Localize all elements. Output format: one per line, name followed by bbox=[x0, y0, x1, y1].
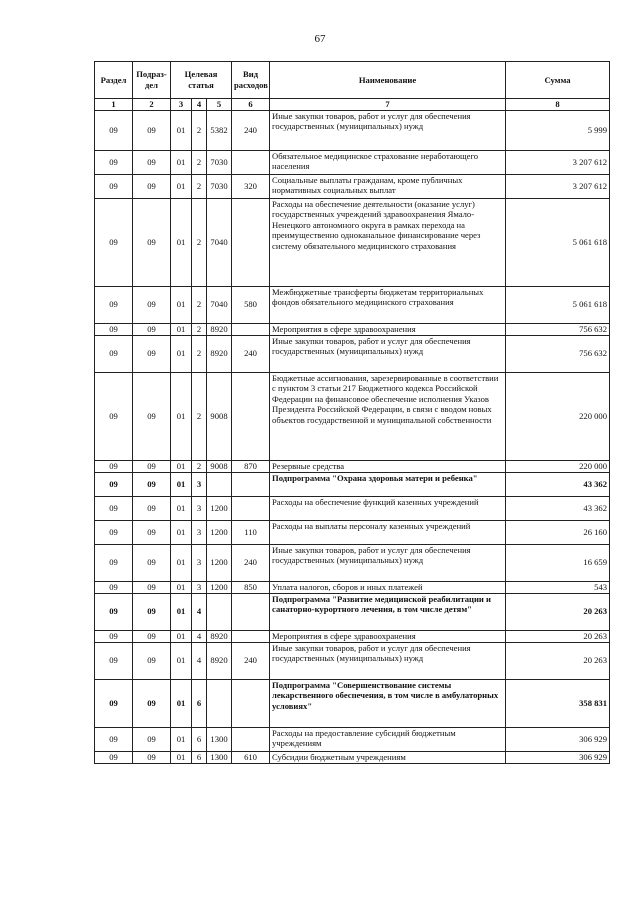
table-row bbox=[95, 593, 610, 630]
subprogram-code-cell: 2 bbox=[192, 110, 207, 150]
column-index-row bbox=[95, 99, 610, 111]
table-row bbox=[95, 727, 610, 751]
header-naimenovanie: Наименование bbox=[270, 62, 506, 99]
header-podrazdel: Подраз-дел bbox=[133, 62, 171, 99]
direction-code-cell: 8920 bbox=[207, 630, 232, 642]
subprogram-code-cell: 2 bbox=[192, 335, 207, 372]
direction-code-cell bbox=[207, 472, 232, 496]
razdel-cell: 09 bbox=[95, 581, 133, 593]
direction-code-cell: 9008 bbox=[207, 460, 232, 472]
amount-cell: 358 831 bbox=[506, 679, 610, 727]
amount-cell: 220 000 bbox=[506, 460, 610, 472]
subprogram-code-cell: 2 bbox=[192, 323, 207, 335]
razdel-cell: 09 bbox=[95, 727, 133, 751]
column-index: 2 bbox=[133, 99, 171, 111]
table-row bbox=[95, 335, 610, 372]
amount-cell: 43 362 bbox=[506, 496, 610, 520]
podrazdel-cell: 09 bbox=[133, 642, 171, 679]
subprogram-code-cell: 2 bbox=[192, 198, 207, 286]
direction-code-cell bbox=[207, 679, 232, 727]
name-cell: Бюджетные ассигнования, зарезервированные в соответствии с пунктом 3 статьи 217 Бюджетного кодекса Российской Федерации на финансовое обеспечение исполнения Указов Президента Российской Федерации, в связи с вводом новых объектов государственной и муниципальной собственности bbox=[270, 372, 506, 460]
amount-cell: 5 061 618 bbox=[506, 198, 610, 286]
direction-code-cell: 8920 bbox=[207, 335, 232, 372]
expense-type-cell: 110 bbox=[232, 520, 270, 544]
program-code-cell: 01 bbox=[171, 323, 192, 335]
table-row bbox=[95, 286, 610, 323]
header-summa: Сумма bbox=[506, 62, 610, 99]
subprogram-code-cell: 2 bbox=[192, 460, 207, 472]
podrazdel-cell: 09 bbox=[133, 496, 171, 520]
podrazdel-cell: 09 bbox=[133, 520, 171, 544]
table-row bbox=[95, 581, 610, 593]
expense-type-cell: 320 bbox=[232, 174, 270, 198]
amount-cell: 43 362 bbox=[506, 472, 610, 496]
name-cell: Расходы на выплаты персоналу казенных учреждений bbox=[270, 520, 506, 544]
amount-cell: 26 160 bbox=[506, 520, 610, 544]
expense-type-cell bbox=[232, 198, 270, 286]
razdel-cell: 09 bbox=[95, 630, 133, 642]
name-cell: Уплата налогов, сборов и иных платежей bbox=[270, 581, 506, 593]
expense-type-cell bbox=[232, 727, 270, 751]
name-cell: Расходы на предоставление субсидий бюджетным учреждениям bbox=[270, 727, 506, 751]
program-code-cell: 01 bbox=[171, 727, 192, 751]
expense-type-cell bbox=[232, 593, 270, 630]
podrazdel-cell: 09 bbox=[133, 198, 171, 286]
program-code-cell: 01 bbox=[171, 150, 192, 174]
name-cell: Подпрограмма "Совершенствование системы лекарственного обеспечения, в том числе в амбулаторных условиях" bbox=[270, 679, 506, 727]
subprogram-code-cell: 6 bbox=[192, 727, 207, 751]
header-vid-rashodov: Вид расходов bbox=[232, 62, 270, 99]
program-code-cell: 01 bbox=[171, 372, 192, 460]
table-row bbox=[95, 198, 610, 286]
expense-type-cell: 240 bbox=[232, 335, 270, 372]
podrazdel-cell: 09 bbox=[133, 630, 171, 642]
razdel-cell: 09 bbox=[95, 110, 133, 150]
direction-code-cell: 7040 bbox=[207, 286, 232, 323]
program-code-cell: 01 bbox=[171, 496, 192, 520]
subprogram-code-cell: 4 bbox=[192, 630, 207, 642]
razdel-cell: 09 bbox=[95, 174, 133, 198]
expense-type-cell: 870 bbox=[232, 460, 270, 472]
table-row bbox=[95, 642, 610, 679]
name-cell: Иные закупки товаров, работ и услуг для обеспечения государственных (муниципальных) нужд bbox=[270, 544, 506, 581]
direction-code-cell: 7030 bbox=[207, 150, 232, 174]
amount-cell: 20 263 bbox=[506, 630, 610, 642]
subprogram-code-cell: 4 bbox=[192, 642, 207, 679]
amount-cell: 306 929 bbox=[506, 751, 610, 763]
podrazdel-cell: 09 bbox=[133, 174, 171, 198]
table-row bbox=[95, 472, 610, 496]
expense-type-cell bbox=[232, 630, 270, 642]
amount-cell: 543 bbox=[506, 581, 610, 593]
razdel-cell: 09 bbox=[95, 642, 133, 679]
header-celevaya-statya: Целевая статья bbox=[171, 62, 232, 99]
amount-cell: 16 659 bbox=[506, 544, 610, 581]
subprogram-code-cell: 2 bbox=[192, 372, 207, 460]
subprogram-code-cell: 3 bbox=[192, 581, 207, 593]
name-cell: Резервные средства bbox=[270, 460, 506, 472]
expense-type-cell: 580 bbox=[232, 286, 270, 323]
expense-type-cell: 240 bbox=[232, 642, 270, 679]
razdel-cell: 09 bbox=[95, 335, 133, 372]
amount-cell: 20 263 bbox=[506, 593, 610, 630]
subprogram-code-cell: 6 bbox=[192, 751, 207, 763]
subprogram-code-cell: 3 bbox=[192, 544, 207, 581]
razdel-cell: 09 bbox=[95, 593, 133, 630]
razdel-cell: 09 bbox=[95, 751, 133, 763]
subprogram-code-cell: 4 bbox=[192, 593, 207, 630]
podrazdel-cell: 09 bbox=[133, 593, 171, 630]
budget-table bbox=[94, 61, 610, 764]
name-cell: Иные закупки товаров, работ и услуг для обеспечения государственных (муниципальных) нужд bbox=[270, 642, 506, 679]
subprogram-code-cell: 2 bbox=[192, 150, 207, 174]
direction-code-cell: 8920 bbox=[207, 323, 232, 335]
column-index: 1 bbox=[95, 99, 133, 111]
table-row bbox=[95, 679, 610, 727]
expense-type-cell bbox=[232, 372, 270, 460]
header-row bbox=[95, 62, 610, 99]
header-razdel: Раздел bbox=[95, 62, 133, 99]
name-cell: Межбюджетные трансферты бюджетам территориальных фондов обязательного медицинского страхования bbox=[270, 286, 506, 323]
podrazdel-cell: 09 bbox=[133, 581, 171, 593]
expense-type-cell bbox=[232, 150, 270, 174]
podrazdel-cell: 09 bbox=[133, 335, 171, 372]
program-code-cell: 01 bbox=[171, 286, 192, 323]
name-cell: Расходы на обеспечение функций казенных учреждений bbox=[270, 496, 506, 520]
name-cell: Обязательное медицинское страхование неработающего населения bbox=[270, 150, 506, 174]
program-code-cell: 01 bbox=[171, 520, 192, 544]
table-row bbox=[95, 630, 610, 642]
subprogram-code-cell: 2 bbox=[192, 286, 207, 323]
column-index: 7 bbox=[270, 99, 506, 111]
table-row bbox=[95, 544, 610, 581]
amount-cell: 5 061 618 bbox=[506, 286, 610, 323]
subprogram-code-cell: 3 bbox=[192, 520, 207, 544]
program-code-cell: 01 bbox=[171, 630, 192, 642]
podrazdel-cell: 09 bbox=[133, 460, 171, 472]
expense-type-cell bbox=[232, 323, 270, 335]
razdel-cell: 09 bbox=[95, 460, 133, 472]
razdel-cell: 09 bbox=[95, 150, 133, 174]
direction-code-cell: 7040 bbox=[207, 198, 232, 286]
program-code-cell: 01 bbox=[171, 751, 192, 763]
table-row bbox=[95, 372, 610, 460]
name-cell: Субсидии бюджетным учреждениям bbox=[270, 751, 506, 763]
expense-type-cell bbox=[232, 496, 270, 520]
program-code-cell: 01 bbox=[171, 472, 192, 496]
podrazdel-cell: 09 bbox=[133, 472, 171, 496]
program-code-cell: 01 bbox=[171, 174, 192, 198]
direction-code-cell: 1200 bbox=[207, 496, 232, 520]
amount-cell: 20 263 bbox=[506, 642, 610, 679]
expense-type-cell: 240 bbox=[232, 544, 270, 581]
amount-cell: 306 929 bbox=[506, 727, 610, 751]
amount-cell: 220 000 bbox=[506, 372, 610, 460]
podrazdel-cell: 09 bbox=[133, 751, 171, 763]
program-code-cell: 01 bbox=[171, 642, 192, 679]
amount-cell: 5 999 bbox=[506, 110, 610, 150]
program-code-cell: 01 bbox=[171, 335, 192, 372]
direction-code-cell: 5382 bbox=[207, 110, 232, 150]
name-cell: Социальные выплаты гражданам, кроме публичных нормативных социальных выплат bbox=[270, 174, 506, 198]
column-index: 4 bbox=[192, 99, 207, 111]
program-code-cell: 01 bbox=[171, 581, 192, 593]
podrazdel-cell: 09 bbox=[133, 286, 171, 323]
column-index: 3 bbox=[171, 99, 192, 111]
amount-cell: 3 207 612 bbox=[506, 150, 610, 174]
program-code-cell: 01 bbox=[171, 110, 192, 150]
razdel-cell: 09 bbox=[95, 472, 133, 496]
direction-code-cell: 1200 bbox=[207, 544, 232, 581]
table-row bbox=[95, 110, 610, 150]
razdel-cell: 09 bbox=[95, 198, 133, 286]
program-code-cell: 01 bbox=[171, 460, 192, 472]
razdel-cell: 09 bbox=[95, 372, 133, 460]
expense-type-cell bbox=[232, 472, 270, 496]
table-body bbox=[95, 110, 610, 763]
table-row bbox=[95, 751, 610, 763]
expense-type-cell: 240 bbox=[232, 110, 270, 150]
expense-type-cell: 610 bbox=[232, 751, 270, 763]
podrazdel-cell: 09 bbox=[133, 544, 171, 581]
subprogram-code-cell: 3 bbox=[192, 472, 207, 496]
program-code-cell: 01 bbox=[171, 679, 192, 727]
program-code-cell: 01 bbox=[171, 593, 192, 630]
program-code-cell: 01 bbox=[171, 198, 192, 286]
razdel-cell: 09 bbox=[95, 544, 133, 581]
razdel-cell: 09 bbox=[95, 496, 133, 520]
name-cell: Иные закупки товаров, работ и услуг для обеспечения государственных (муниципальных) нужд bbox=[270, 110, 506, 150]
table-row bbox=[95, 323, 610, 335]
amount-cell: 756 632 bbox=[506, 323, 610, 335]
podrazdel-cell: 09 bbox=[133, 372, 171, 460]
column-index: 6 bbox=[232, 99, 270, 111]
subprogram-code-cell: 6 bbox=[192, 679, 207, 727]
direction-code-cell bbox=[207, 593, 232, 630]
razdel-cell: 09 bbox=[95, 520, 133, 544]
expense-type-cell: 850 bbox=[232, 581, 270, 593]
direction-code-cell: 7030 bbox=[207, 174, 232, 198]
table-row bbox=[95, 520, 610, 544]
direction-code-cell: 9008 bbox=[207, 372, 232, 460]
name-cell: Расходы на обеспечение деятельности (оказание услуг) государственных учреждений здравоохранения Ямало-Ненецкого автономного округа в рамках перехода на преимущественно одноканальное финансирование через систему обязательного медицинского страхования bbox=[270, 198, 506, 286]
expense-type-cell bbox=[232, 679, 270, 727]
name-cell: Подпрограмма "Развитие медицинской реабилитации и санаторно-курортного лечения, в том числе детям" bbox=[270, 593, 506, 630]
name-cell: Подпрограмма "Охрана здоровья матери и ребенка" bbox=[270, 472, 506, 496]
table-row bbox=[95, 150, 610, 174]
podrazdel-cell: 09 bbox=[133, 727, 171, 751]
direction-code-cell: 8920 bbox=[207, 642, 232, 679]
subprogram-code-cell: 3 bbox=[192, 496, 207, 520]
name-cell: Мероприятия в сфере здравоохранения bbox=[270, 323, 506, 335]
page-number: 67 bbox=[314, 33, 326, 45]
podrazdel-cell: 09 bbox=[133, 110, 171, 150]
razdel-cell: 09 bbox=[95, 679, 133, 727]
program-code-cell: 01 bbox=[171, 544, 192, 581]
column-index: 5 bbox=[207, 99, 232, 111]
podrazdel-cell: 09 bbox=[133, 150, 171, 174]
name-cell: Мероприятия в сфере здравоохранения bbox=[270, 630, 506, 642]
amount-cell: 756 632 bbox=[506, 335, 610, 372]
table-row bbox=[95, 174, 610, 198]
razdel-cell: 09 bbox=[95, 286, 133, 323]
podrazdel-cell: 09 bbox=[133, 323, 171, 335]
subprogram-code-cell: 2 bbox=[192, 174, 207, 198]
column-index: 8 bbox=[506, 99, 610, 111]
direction-code-cell: 1300 bbox=[207, 727, 232, 751]
direction-code-cell: 1200 bbox=[207, 581, 232, 593]
direction-code-cell: 1200 bbox=[207, 520, 232, 544]
name-cell: Иные закупки товаров, работ и услуг для обеспечения государственных (муниципальных) нужд bbox=[270, 335, 506, 372]
amount-cell: 3 207 612 bbox=[506, 174, 610, 198]
podrazdel-cell: 09 bbox=[133, 679, 171, 727]
razdel-cell: 09 bbox=[95, 323, 133, 335]
table-row bbox=[95, 460, 610, 472]
table-row bbox=[95, 496, 610, 520]
direction-code-cell: 1300 bbox=[207, 751, 232, 763]
